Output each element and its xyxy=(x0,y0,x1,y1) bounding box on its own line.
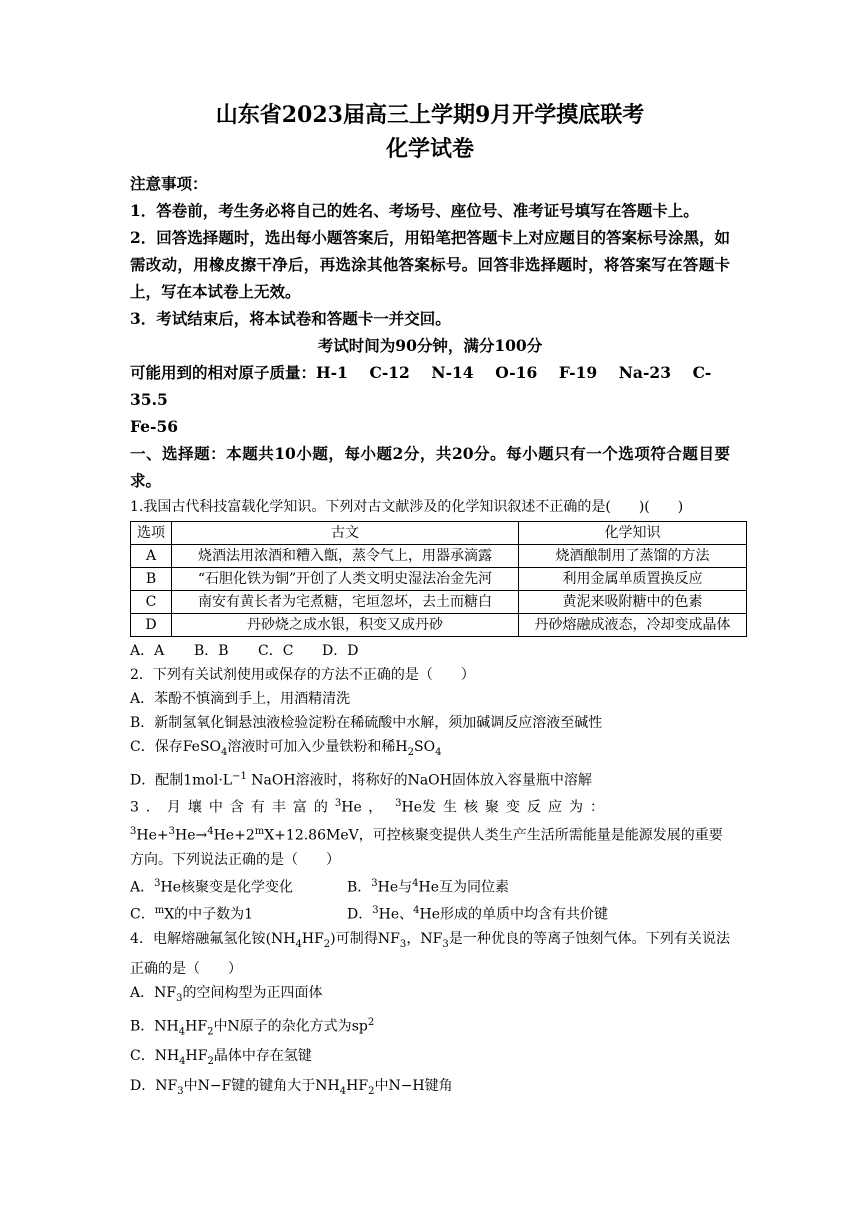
table-cell: 利用金属单质置换反应 xyxy=(519,568,747,591)
question-2-stem: 2．下列有关试剂使用或保存的方法不正确的是（ ） xyxy=(130,667,475,683)
stem-text: 4．电解熔融氟氢化铵 xyxy=(130,931,266,948)
table-header-cell: 选项 xyxy=(131,522,172,545)
atomic-mass-label: 可能用到的相对原子质量： xyxy=(130,363,317,382)
option: D．D xyxy=(322,643,359,659)
table-cell: B xyxy=(131,568,172,591)
option-text: 键角 xyxy=(424,1077,453,1094)
option-text: 中 xyxy=(374,1077,389,1094)
option-text: C．保存 xyxy=(130,739,183,755)
atomic-mass: F-19 xyxy=(558,363,598,382)
atomic-mass: Fe-56 xyxy=(130,417,179,436)
option-text: 键的键角大于 xyxy=(231,1077,316,1094)
atomic-mass: C-12 xyxy=(369,363,410,382)
notice-item: 3．考试结束后，将本试卷和答题卡一并交回。 xyxy=(130,309,451,328)
option-c: C．$^m$X的中子数为1 xyxy=(130,905,254,924)
question-3-equation: $^3He+^3He\to^4He+2^mX+12.86MeV$，可控核聚变提供人类生产生活所需能量是能源发展的重要方向。下列说法正确的是（ ） xyxy=(130,826,723,868)
question-1-options xyxy=(130,639,730,663)
option-text: 的空间构型为正四面体 xyxy=(182,984,323,1001)
table-row xyxy=(131,614,747,637)
stem-text: 是一种优良的等离子蚀刻气体。下列有关说法正确的是（ ） xyxy=(130,931,731,977)
option-d: D．配制$1mol\cdot L^{-1}$ NaOH溶液时，将称好的NaOH固体放入容量瓶中溶解 xyxy=(130,770,592,789)
atomic-mass: H-1 xyxy=(316,363,348,382)
page-title: 山东省2023届高三上学期9月开学摸底联考 xyxy=(215,102,645,128)
table-cell: 烧酒酿制用了蒸馏的方法 xyxy=(519,545,747,568)
table-row xyxy=(131,568,747,591)
question-3-tail: ，可控核聚变提供人类生产生活所需能量是能源发展的重要方向。下列说法正确的是（ ） xyxy=(130,827,723,868)
table-cell: 丹砂烧之成水银，积变又成丹砂 xyxy=(172,614,519,637)
question-3-options-row1: A．$^3$He核聚变是化学变化 B．$^3$He与$^4$He互为同位素 xyxy=(130,872,730,900)
table-row xyxy=(131,591,747,614)
atomic-masses xyxy=(130,359,730,440)
table-row xyxy=(131,545,747,568)
exam-time: 考试时间为90分钟，满分100分 xyxy=(317,336,543,355)
table-cell: “石胆化铁为铜”开创了人类文明史湿法冶金先河 xyxy=(172,568,519,591)
option-b: B．$NH_4HF_2$中N原子的杂化方式为$sp^2$ xyxy=(130,1016,375,1038)
table-header-cell: 古文 xyxy=(172,522,519,545)
option-text: 中 xyxy=(183,1077,198,1094)
option-b: B．新制氢氧化铜悬浊液检验淀粉在稀硫酸中水解，须加碱调反应溶液至碱性 xyxy=(130,715,603,731)
option-text: 晶体中存在氢键 xyxy=(213,1048,312,1065)
option-text: 与 xyxy=(398,879,413,896)
option-text: D．配制 xyxy=(130,772,184,789)
option-text: 中N原子的杂化方式为 xyxy=(213,1018,352,1035)
option-c: C．保存FeSO$_4$溶液时可加入少量铁粉和稀$H_2SO_4$ xyxy=(130,739,442,758)
option-text: 核聚变是化学变化 xyxy=(181,879,293,896)
option-a: A．苯酚不慎滴到手上，用酒精清洗 xyxy=(130,691,351,707)
exam-page xyxy=(130,98,730,1104)
question-4-stem: 4．电解熔融氟氢化铵$(NH_4HF_2)$可制得$NF_3$，$NF_3$是一种优良的等离子蚀刻气体。下列有关说法正确的是（ ） xyxy=(130,931,731,977)
option: B．B xyxy=(194,643,229,659)
stem-text: 可制得 xyxy=(335,931,378,948)
option-text: 溶液时可加入少量铁粉和稀 xyxy=(227,739,396,755)
table-cell: 南安有黄长者为宅煮糖，宅垣忽坏，去土而糖白 xyxy=(172,591,519,614)
option-a: A．$^3$He核聚变是化学变化 xyxy=(130,877,293,896)
option-text: NaOH溶液时，将称好的NaOH固体放入容量瓶中溶解 xyxy=(251,772,592,789)
question-3-stem: 3．月壤中含有丰富的$^3$He ， $^3$He发生核聚变反应为： xyxy=(130,798,612,817)
table-header-row xyxy=(131,522,747,545)
option-text: 的中子数为1 xyxy=(174,907,254,924)
question-1-stem: 1.我国古代科技富载化学知识。下列对古文献涉及的化学知识叙述不正确的是( )( ) xyxy=(130,499,684,515)
option: A．A xyxy=(130,643,165,659)
option-text: 形成的单质中均含有共价键 xyxy=(439,907,608,924)
option-text: 互为同位素 xyxy=(439,879,510,896)
table-header-cell: 化学知识 xyxy=(519,522,747,545)
atomic-mass: O-16 xyxy=(495,363,538,382)
option-c: C．$NH_4HF_2$晶体中存在氢键 xyxy=(130,1048,312,1067)
question-3-options-row2: C．$^m$X的中子数为1 D．$^3$He、$^4$He形成的单质中均含有共价键 xyxy=(130,899,730,927)
notice-heading: 注意事项： xyxy=(130,174,208,193)
atomic-mass: N-14 xyxy=(431,363,474,382)
table-cell: D xyxy=(131,614,172,637)
section-heading: 一、选择题：本题共10小题，每小题2分，共20分。每小题只有一个选项符合题目要求。 xyxy=(130,444,730,490)
notice-item: 2．回答选择题时，选出每小题答案后，用铅笔把答题卡上对应题目的答案标号涂黑，如需改动，用橡皮擦干净后，再选涂其他答案标号。回答非选择题时，将答案写在答题卡上，写在本试卷上无效。 xyxy=(130,228,730,301)
table-cell: 烧酒法用浓酒和糟入甑，蒸令气上，用器承滴露 xyxy=(172,545,519,568)
atomic-mass: C-35.5 xyxy=(130,363,712,409)
table-cell: 黄泥来吸附糖中的色素 xyxy=(519,591,747,614)
option: C．C xyxy=(258,643,294,659)
notice-item: 1．答卷前，考生务必将自己的姓名、考场号、座位号、准考证号填写在答题卡上。 xyxy=(130,201,699,220)
question-1-table xyxy=(130,521,747,637)
table-cell: A xyxy=(131,545,172,568)
atomic-mass: Na-23 xyxy=(618,363,671,382)
table-cell: 丹砂熔融成液态，冷却变成晶体 xyxy=(519,614,747,637)
option-a: A．$NF_3$的空间构型为正四面体 xyxy=(130,984,323,1004)
table-cell: C xyxy=(131,591,172,614)
page-subtitle: 化学试卷 xyxy=(385,136,474,162)
option-d: D．$NF_3$中N−F键的键角大于$NH_4HF_2$中N−H键角 xyxy=(130,1077,453,1097)
